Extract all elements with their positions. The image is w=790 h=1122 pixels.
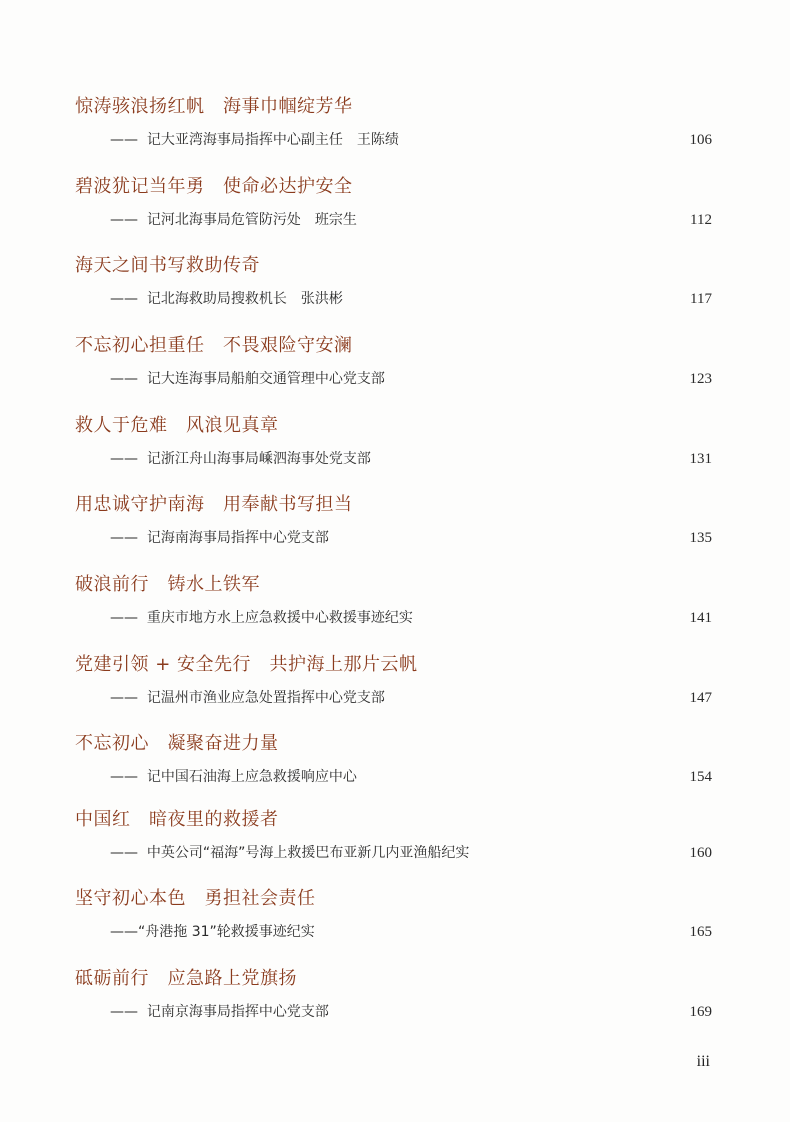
toc-entry-subtitle: —— 记大连海事局船舶交通管理中心党支部 (110, 371, 385, 387)
toc-entry-page-number: 165 (689, 924, 712, 940)
toc-entry-subtitle: —— 记南京海事局指挥中心党支部 (110, 1004, 329, 1020)
toc-entry[interactable] (0, 95, 790, 175)
toc-entry-title: 惊涛骇浪扬红帆 海事巾帼绽芳华 (75, 96, 353, 117)
toc-entry-page-number: 123 (689, 371, 712, 387)
toc-entry-title: 不忘初心担重任 不畏艰险守安澜 (75, 335, 353, 356)
toc-entry-title: 救人于危难 风浪见真章 (75, 415, 279, 436)
toc-entry[interactable] (0, 334, 790, 414)
toc-entry-subtitle: —— 中英公司“福海”号海上救援巴布亚新几内亚渔船纪实 (110, 845, 470, 861)
toc-entry-subtitle: ——“舟港拖 31”轮救援事迹纪实 (110, 924, 315, 940)
toc-entry-subtitle: —— 记中国石油海上应急救援响应中心 (110, 769, 357, 785)
toc-entry-title: 坚守初心本色 勇担社会责任 (75, 888, 316, 909)
toc-entry-page-number: 160 (689, 845, 712, 861)
toc-entry-page-number: 169 (689, 1004, 712, 1020)
toc-entry-subtitle: —— 记温州市渔业应急处置指挥中心党支部 (110, 690, 385, 706)
toc-entry-subtitle: —— 记河北海事局危管防污处 班宗生 (110, 212, 357, 228)
toc-entry[interactable] (0, 653, 790, 733)
toc-entry-page-number: 147 (689, 690, 712, 706)
toc-entry-title: 用忠诚守护南海 用奉献书写担当 (75, 494, 353, 515)
toc-entry-page-number: 135 (689, 530, 712, 546)
toc-entry-subtitle: —— 记大亚湾海事局指挥中心副主任 王陈绩 (110, 132, 399, 148)
toc-entry-subtitle: —— 记海南海事局指挥中心党支部 (110, 530, 329, 546)
toc-entry-title: 海天之间书写救助传奇 (75, 255, 260, 276)
toc-entry[interactable] (0, 414, 790, 494)
toc-entry-page-number: 106 (689, 132, 712, 148)
toc-entry[interactable] (0, 573, 790, 653)
toc-entry-title: 党建引领 + 安全先行 共护海上那片云帆 (75, 654, 418, 675)
toc-entry-page-number: 141 (689, 610, 712, 626)
toc-entry-title: 中国红 暗夜里的救援者 (75, 809, 279, 830)
page-number-footer: iii (696, 1053, 710, 1070)
toc-entry-title: 砥砺前行 应急路上党旗扬 (75, 968, 297, 989)
toc-entry[interactable] (0, 887, 790, 967)
toc-entry-page-number: 154 (689, 769, 712, 785)
toc-entry[interactable] (0, 254, 790, 334)
toc-entry-subtitle: —— 重庆市地方水上应急救援中心救援事迹纪实 (110, 610, 413, 626)
toc-entry-page-number: 131 (689, 451, 712, 467)
toc-entry-subtitle: —— 记北海救助局搜救机长 张洪彬 (110, 291, 343, 307)
toc-entry[interactable] (0, 732, 790, 812)
toc-entry-title: 破浪前行 铸水上铁军 (75, 574, 260, 595)
toc-entry-page-number: 117 (690, 291, 712, 307)
toc-entry[interactable] (0, 967, 790, 1047)
toc-entry[interactable] (0, 808, 790, 888)
toc-entry-title: 碧波犹记当年勇 使命必达护安全 (75, 176, 353, 197)
toc-entry-subtitle: —— 记浙江舟山海事局嵊泗海事处党支部 (110, 451, 371, 467)
toc-entry[interactable] (0, 493, 790, 573)
toc-entry-page-number: 112 (690, 212, 712, 228)
toc-entry[interactable] (0, 175, 790, 255)
toc-entry-title: 不忘初心 凝聚奋进力量 (75, 733, 279, 754)
